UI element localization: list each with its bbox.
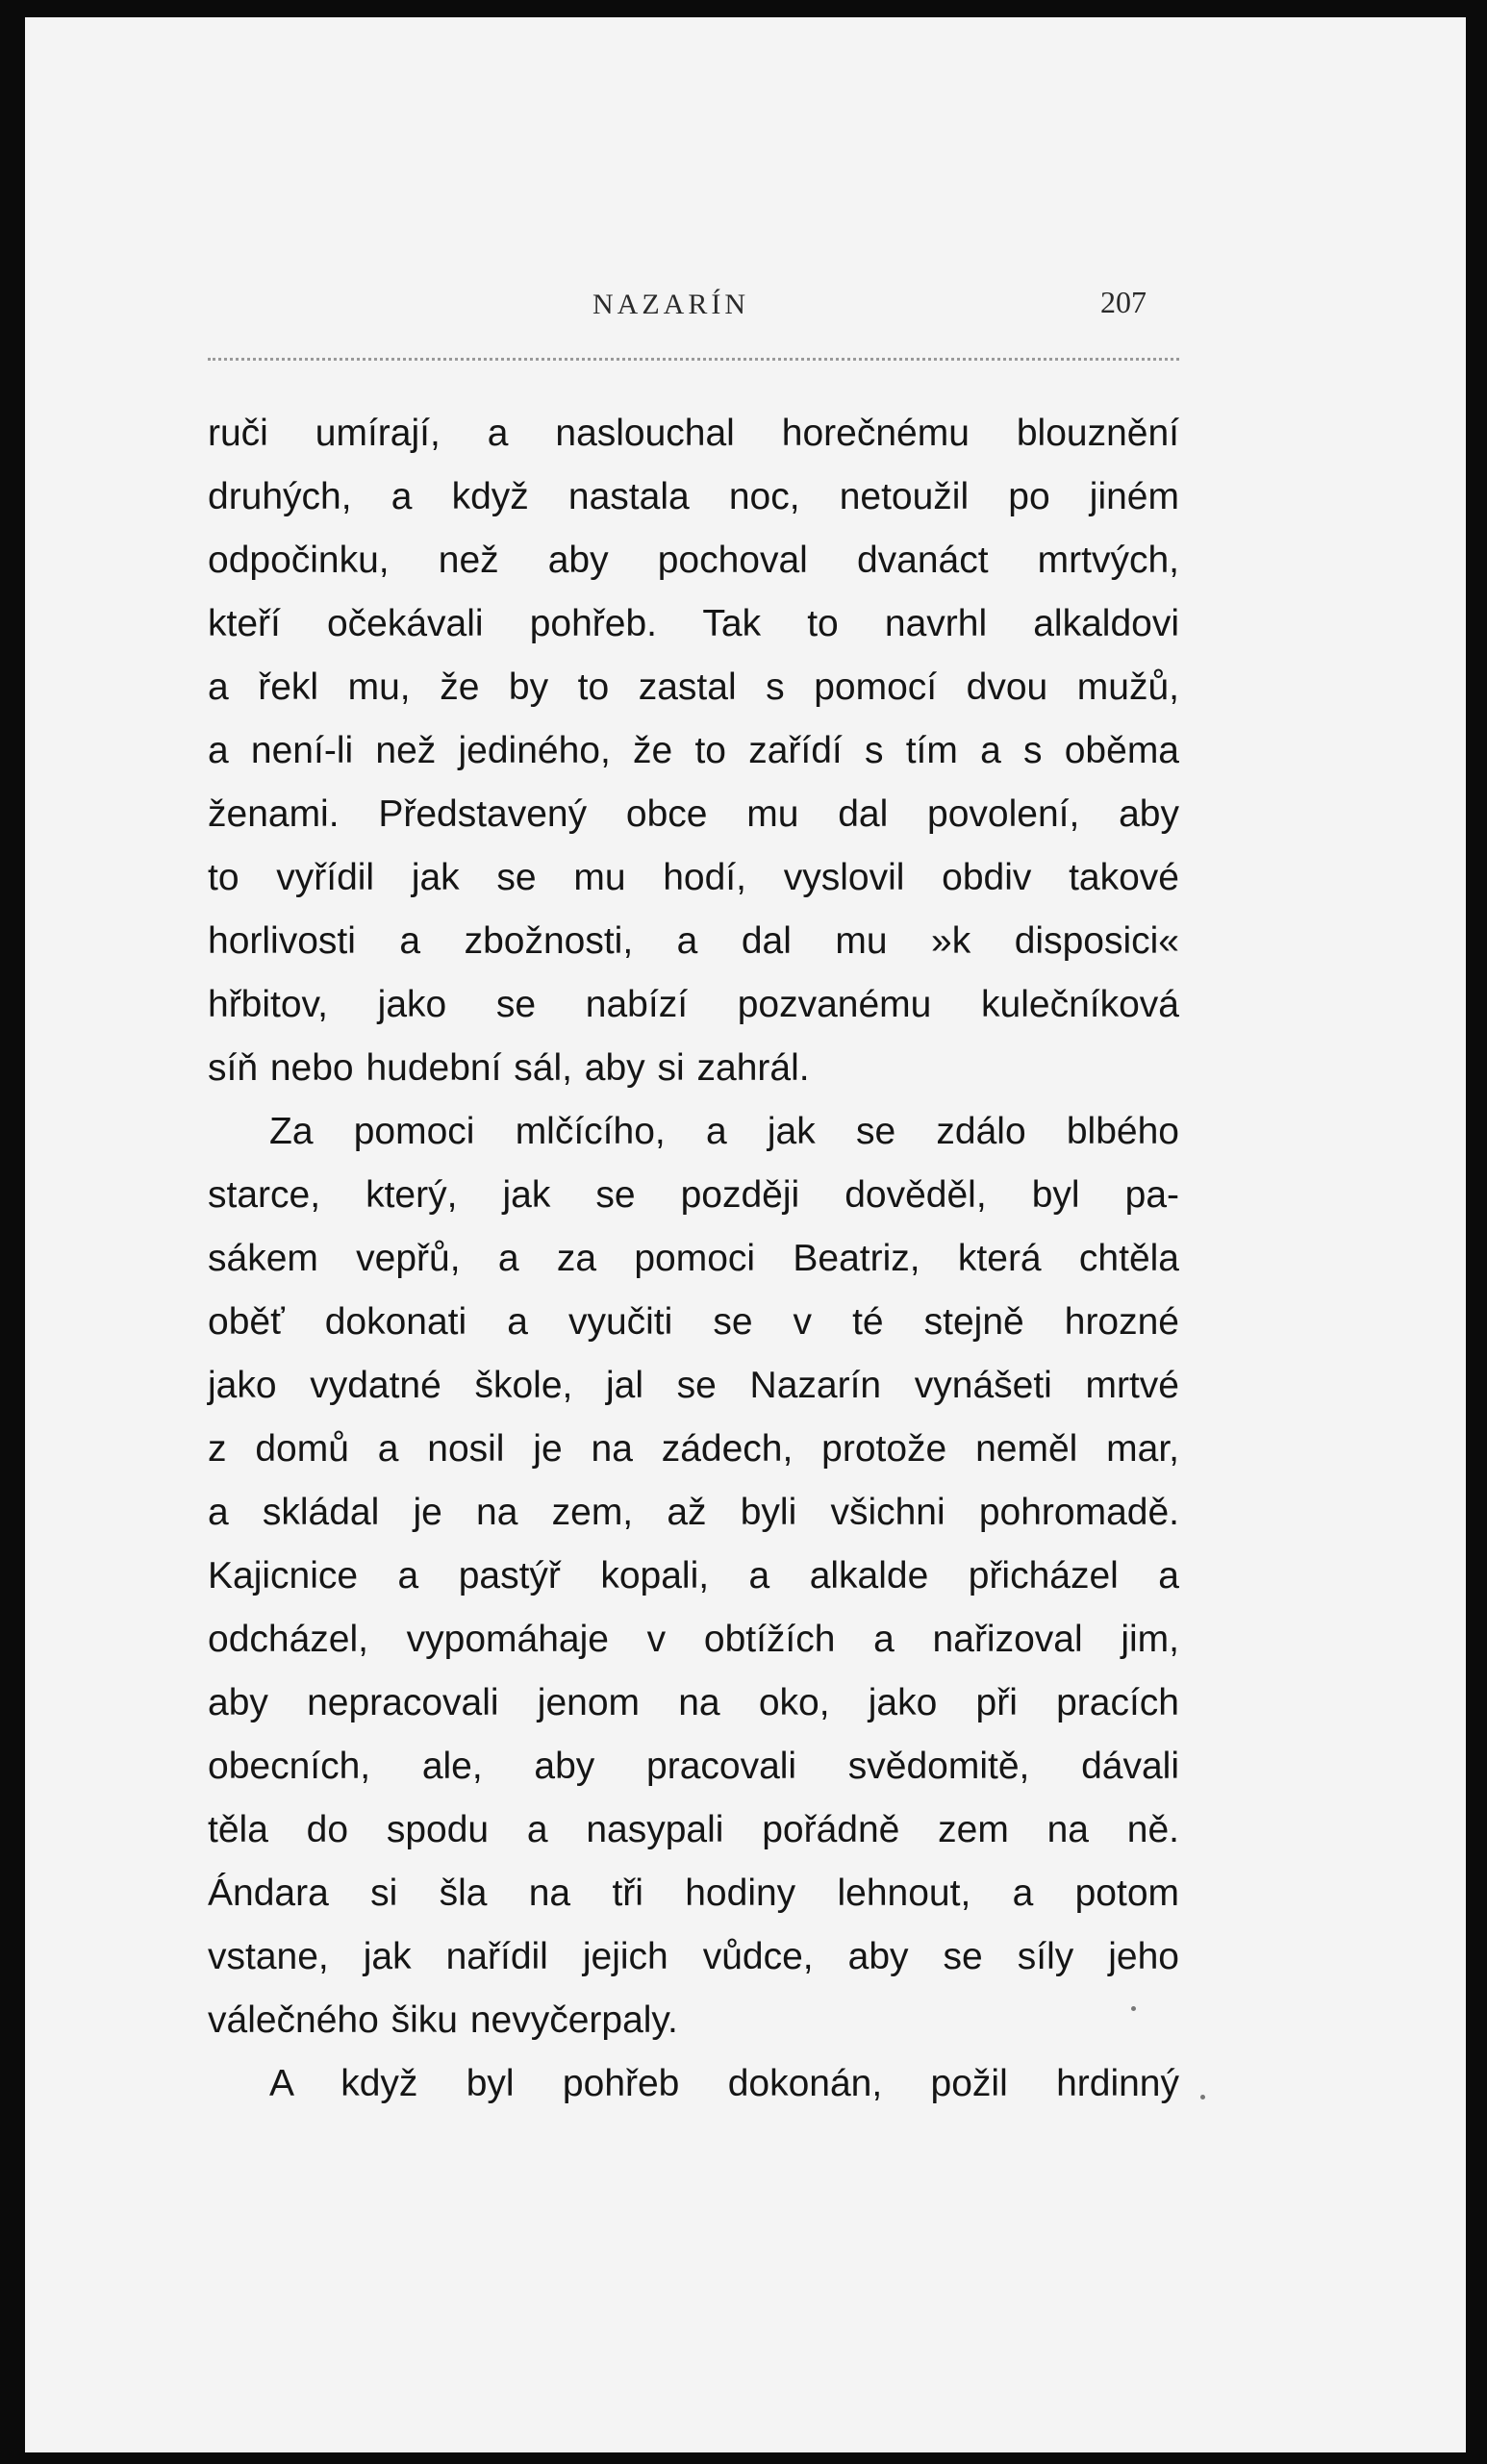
text-line: A když byl pohřeb dokonán, požil hrdinný xyxy=(269,2063,1179,2104)
text-line: ruči umírají, a naslouchal horečnému blouznění xyxy=(208,413,1179,454)
paragraph-1 xyxy=(208,402,1179,1100)
scan-speck xyxy=(1200,2095,1205,2099)
text-line: a není-li než jediného, že to zařídí s tím a s oběma xyxy=(208,730,1179,771)
text-line: a řekl mu, že by to zastal s pomocí dvou mužů, xyxy=(208,666,1179,708)
text-line: hřbitov, jako se nabízí pozvanému kulečníková xyxy=(208,984,1179,1025)
paragraph-2 xyxy=(208,1100,1179,2052)
text-line: těla do spodu a nasypali pořádně zem na ně. xyxy=(208,1809,1179,1850)
body-text xyxy=(208,402,1179,2116)
text-line: Ándara si šla na tři hodiny lehnout, a potom xyxy=(208,1873,1179,1914)
text-line: starce, který, jak se později dověděl, byl pa- xyxy=(208,1174,1179,1216)
text-line: kteří očekávali pohřeb. Tak to navrhl alkaldovi xyxy=(208,603,1179,644)
text-line: aby nepracovali jenom na oko, jako při pracích xyxy=(208,1682,1179,1723)
text-line: válečného šiku nevyčerpaly. xyxy=(208,1999,678,2041)
running-head xyxy=(25,285,1466,333)
text-line: odcházel, vypomáhaje v obtížích a nařizoval jim, xyxy=(208,1619,1179,1660)
text-line: sákem vepřů, a za pomoci Beatriz, která chtěla xyxy=(208,1238,1179,1279)
text-line: to vyřídil jak se mu hodí, vyslovil obdiv takové xyxy=(208,857,1179,898)
paragraph-3 xyxy=(208,2052,1179,2116)
header-rule xyxy=(208,358,1179,361)
text-line: odpočinku, než aby pochoval dvanáct mrtvých, xyxy=(208,540,1179,581)
text-line: oběť dokonati a vyučiti se v té stejně hrozné xyxy=(208,1301,1179,1343)
text-line: obecních, ale, aby pracovali svědomitě, dávali xyxy=(208,1746,1179,1787)
text-line: Za pomoci mlčícího, a jak se zdálo blbého xyxy=(269,1111,1179,1152)
text-line: druhých, a když nastala noc, netoužil po jiném xyxy=(208,476,1179,517)
text-line: ženami. Představený obce mu dal povolení, aby xyxy=(208,793,1179,835)
text-line: z domů a nosil je na zádech, protože neměl mar, xyxy=(208,1428,1179,1470)
page-number: 207 xyxy=(1100,285,1147,319)
scan-speck xyxy=(1131,2006,1136,2011)
text-line: síň nebo hudební sál, aby si zahrál. xyxy=(208,1047,810,1089)
text-line: horlivosti a zbožnosti, a dal mu »k disposici« xyxy=(208,920,1179,962)
text-line: a skládal je na zem, až byli všichni pohromadě. xyxy=(208,1492,1179,1533)
text-line: jako vydatné škole, jal se Nazarín vynášeti mrtvé xyxy=(208,1365,1179,1406)
header-title: NAZARÍN xyxy=(592,289,749,320)
text-line: vstane, jak nařídil jejich vůdce, aby se síly jeho xyxy=(208,1936,1179,1977)
book-page xyxy=(25,17,1466,2452)
text-line: Kajicnice a pastýř kopali, a alkalde přicházel a xyxy=(208,1555,1179,1597)
